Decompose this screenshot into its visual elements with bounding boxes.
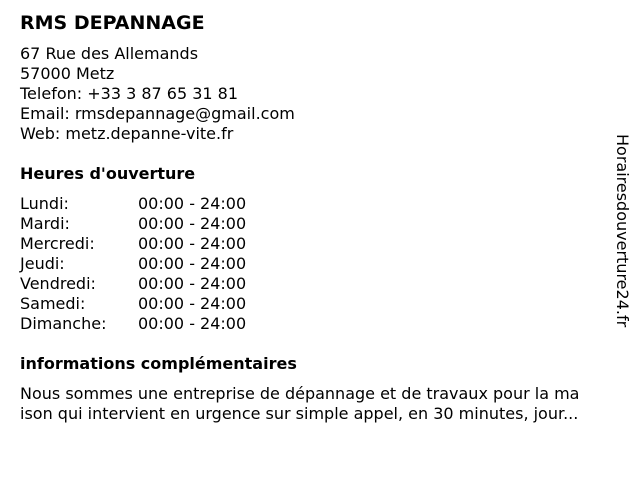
contact-block bbox=[20, 44, 295, 144]
description-line: ison qui intervient en urgence sur simple appel, en 30 minutes, jour... bbox=[20, 404, 579, 423]
description-line: Nous sommes une entreprise de dépannage et de travaux pour la ma bbox=[20, 384, 580, 403]
day-label: Mercredi: bbox=[20, 234, 95, 253]
email-address: Email: rmsdepannage@gmail.com bbox=[20, 104, 295, 123]
day-label: Dimanche: bbox=[20, 314, 107, 333]
time-range: 00:00 - 24:00 bbox=[138, 214, 247, 233]
day-label: Samedi: bbox=[20, 294, 86, 313]
time-range: 00:00 - 24:00 bbox=[138, 254, 247, 273]
business-description bbox=[20, 384, 632, 424]
hours-heading: Heures d'ouverture bbox=[20, 164, 196, 183]
time-range: 00:00 - 24:00 bbox=[138, 194, 247, 213]
hours-row-sunday bbox=[20, 314, 246, 334]
hours-row-monday bbox=[20, 194, 246, 214]
day-label: Vendredi: bbox=[20, 274, 96, 293]
day-label: Jeudi: bbox=[20, 254, 65, 273]
day-label: Lundi: bbox=[20, 194, 69, 213]
hours-row-tuesday bbox=[20, 214, 246, 234]
hours-row-wednesday bbox=[20, 234, 246, 254]
hours-row-friday bbox=[20, 274, 246, 294]
info-heading: informations complémentaires bbox=[20, 354, 297, 373]
hours-row-thursday bbox=[20, 254, 246, 274]
phone-number: Telefon: +33 3 87 65 31 81 bbox=[20, 84, 239, 103]
time-range: 00:00 - 24:00 bbox=[138, 274, 247, 293]
website: Web: metz.depanne-vite.fr bbox=[20, 124, 234, 143]
time-range: 00:00 - 24:00 bbox=[138, 294, 247, 313]
site-watermark: Horairesdouverture24.fr bbox=[613, 134, 632, 328]
time-range: 00:00 - 24:00 bbox=[138, 234, 247, 253]
city-postal: 57000 Metz bbox=[20, 64, 115, 83]
hours-table bbox=[20, 194, 246, 334]
street-address: 67 Rue des Allemands bbox=[20, 44, 199, 63]
day-label: Mardi: bbox=[20, 214, 70, 233]
time-range: 00:00 - 24:00 bbox=[138, 314, 247, 333]
business-name: RMS DEPANNAGE bbox=[20, 12, 205, 34]
hours-row-saturday bbox=[20, 294, 246, 314]
